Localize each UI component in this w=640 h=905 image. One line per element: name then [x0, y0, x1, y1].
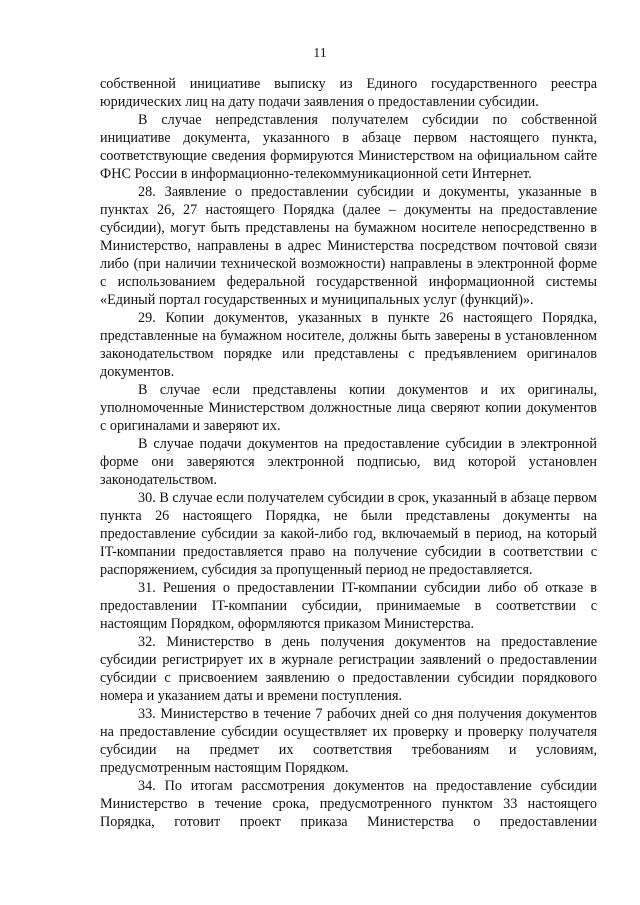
paragraph-continuation: собственной инициативе выписку из Единого государственного реестра юридических лиц на дату подачи заявления о предоставлении субсидии.	[100, 76, 597, 110]
paragraph-29: 29. Копии документов, указанных в пункте 26 настоящего Порядка, представленные на бумажном носителе, должны быть заверены в установленном законодательством порядке или представлены с предъявлением оригиналов документов.	[100, 310, 597, 380]
paragraph-29-copies: В случае если представлены копии документов и их оригиналы, уполномоченные Министерством должностные лица сверяют копии документов с оригиналами и заверяют их.	[100, 382, 597, 434]
paragraph-34: 34. По итогам рассмотрения документов на предоставление субсидии Министерство в течение срока, предусмотренного пунктом 33 настоящего Порядка, готовит проект приказа Министерства о предоставлении	[100, 778, 597, 830]
paragraph-33: 33. Министерство в течение 7 рабочих дней со дня получения документов на предоставление субсидии осуществляет их проверку и проверку получателя субсидии на предмет их соответствия требованиям и условиям, предусмотренным настоящим Порядком.	[100, 706, 597, 776]
paragraph-30: 30. В случае если получателем субсидии в срок, указанный в абзаце первом пункта 26 настоящего Порядка, не были представлены документы на предоставление субсидии за какой-либо год, включаемый в период, на который IT-компании предоставляется право на получение субсидии в соответствии с распоряжением, субсидия за пропущенный период не предоставляется.	[100, 490, 597, 578]
paragraph-31: 31. Решения о предоставлении IT-компании субсидии либо об отказе в предоставлении IT-компании субсидии, принимаемые в соответствии с настоящим Порядком, оформляются приказом Министерства.	[100, 580, 597, 632]
page-number: 11	[313, 46, 327, 61]
paragraph-egrul-request: В случае непредставления получателем субсидии по собственной инициативе документа, указанного в абзаце первом настоящего пункта, соответствующие сведения формируются Министерством на официальном сайте ФНС России в информационно-телекоммуникационной сети Интернет.	[100, 112, 597, 182]
paragraph-28: 28. Заявление о предоставлении субсидии и документы, указанные в пунктах 26, 27 настоящего Порядка (далее – документы на предоставление субсидии), могут быть представлены на бумажном носителе непосредственно в Министерство, направлены в адрес Министерства посредством почтовой связи либо (при наличии технической возможности) направлены в электронной форме с использованием федеральной государственной информационной системы «Единый портал государственных и муниципальных услуг (функций)».	[100, 184, 597, 308]
document-body	[100, 75, 597, 831]
paragraph-29-electronic: В случае подачи документов на предоставление субсидии в электронной форме они заверяются электронной подписью, вид которой установлен законодательством.	[100, 436, 597, 488]
paragraph-32: 32. Министерство в день получения документов на предоставление субсидии регистрирует их в журнале регистрации заявлений о предоставлении субсидии с присвоением заявлению о предоставлении субсидии порядкового номера и указанием даты и времени поступления.	[100, 634, 597, 704]
